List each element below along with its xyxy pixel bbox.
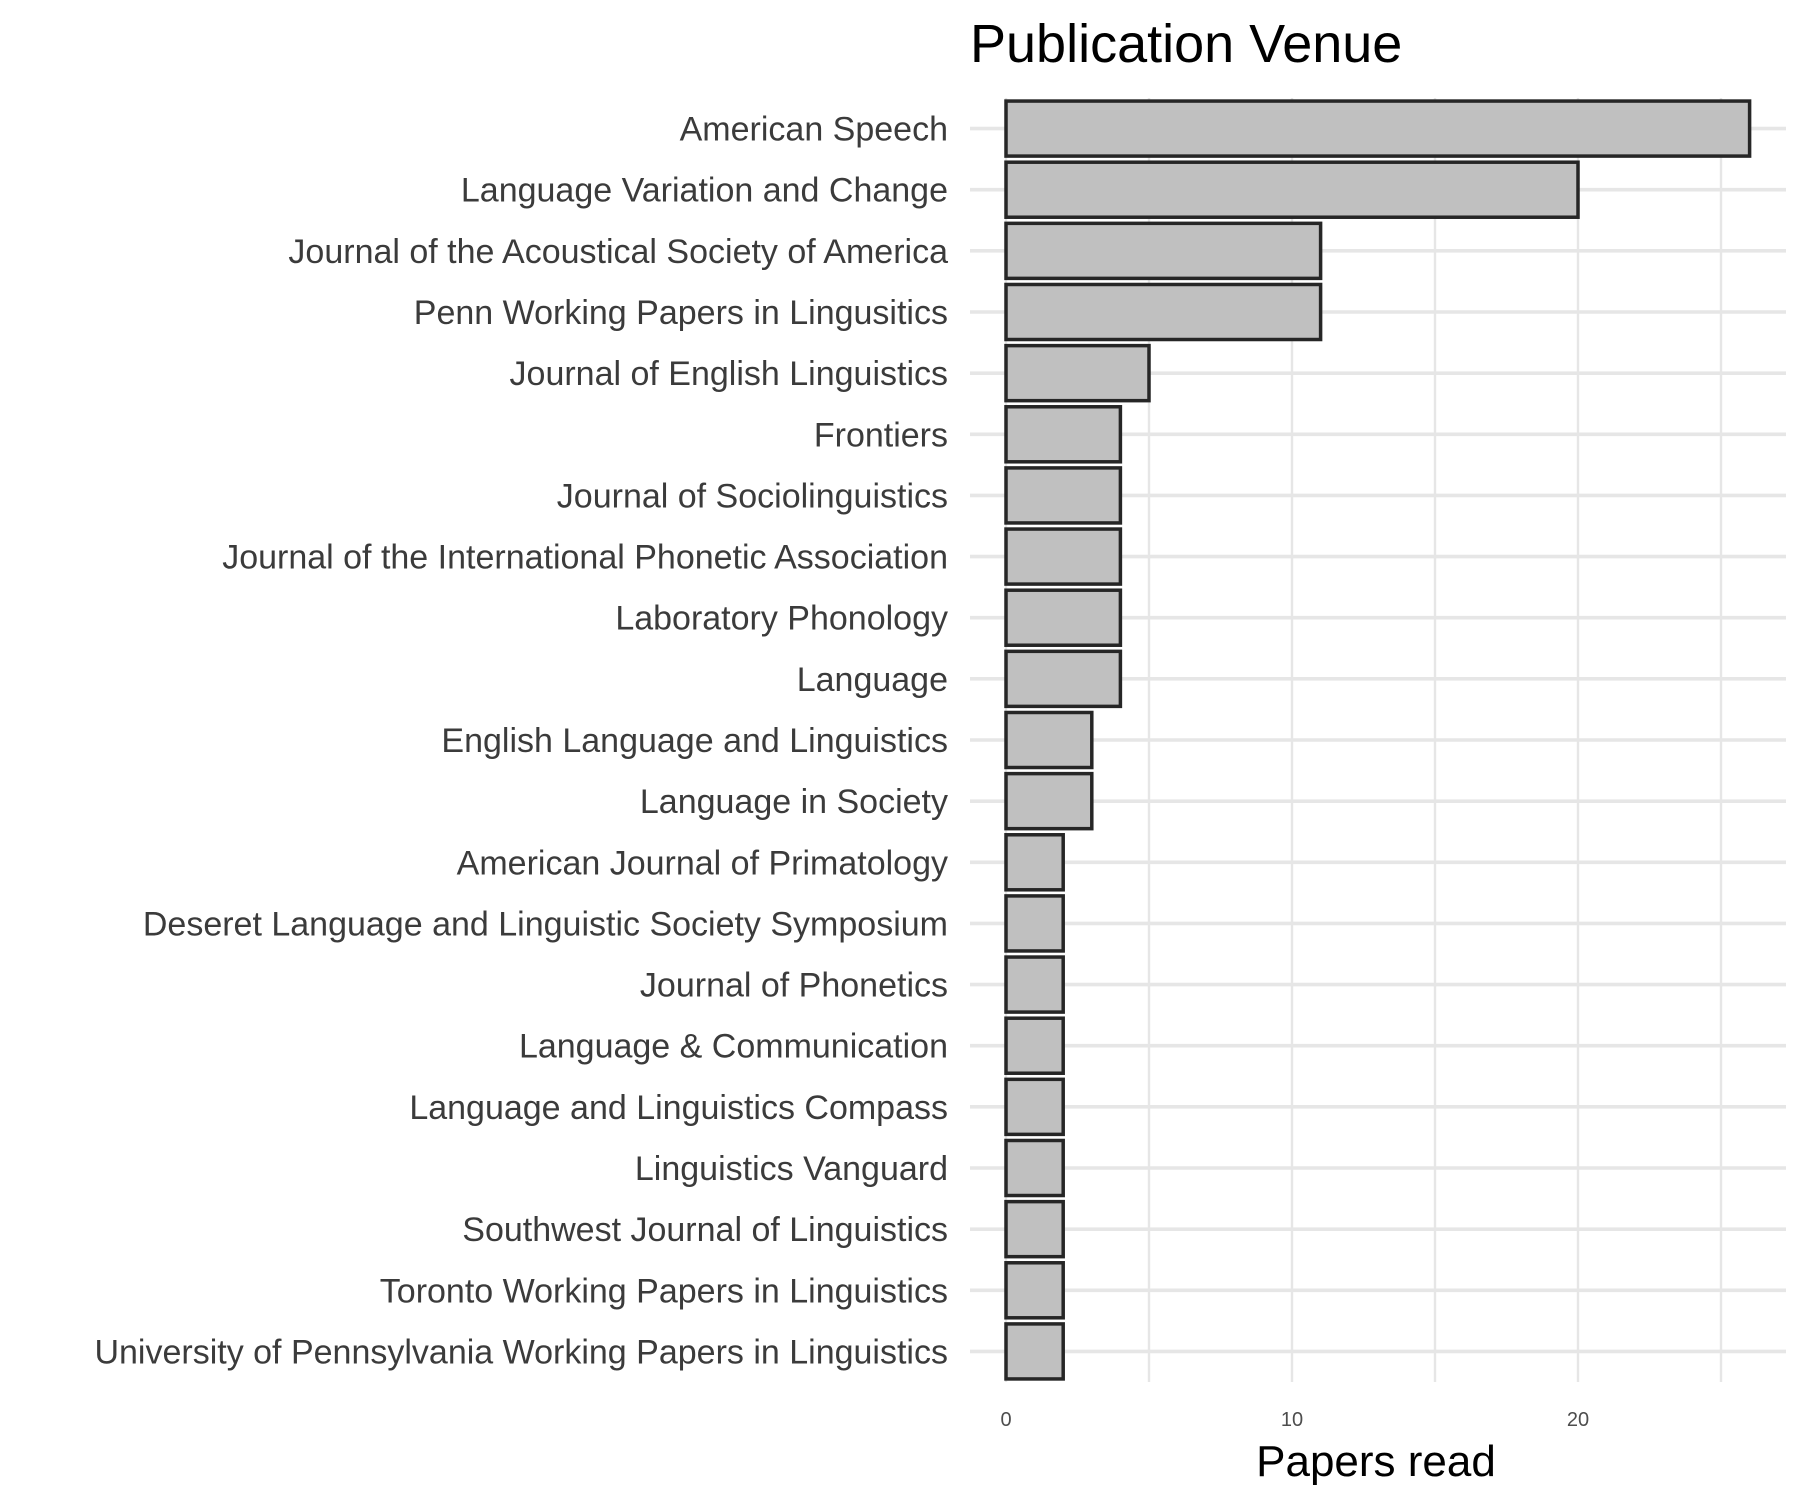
category-label: Linguistics Vanguard: [634, 1150, 948, 1188]
category-label: Journal of Sociolinguistics: [556, 477, 948, 516]
category-label: Language Variation and Change: [460, 171, 948, 210]
bar: [1006, 712, 1092, 767]
bar: [1006, 468, 1120, 523]
bar: [1006, 957, 1063, 1012]
category-label: Deseret Language and Linguistic Society Symposium: [142, 905, 948, 944]
category-label: Laboratory Phonology: [615, 599, 948, 638]
category-label: Journal of the International Phonetic Association: [222, 538, 948, 577]
category-label: Language and Linguistics Compass: [409, 1088, 948, 1127]
x-tick-label: 10: [1280, 1409, 1304, 1431]
category-label: Southwest Journal of Linguistics: [462, 1211, 948, 1250]
category-label: American Journal of Primatology: [456, 844, 948, 883]
category-label: Journal of the Acoustical Society of America: [288, 232, 948, 271]
category-labels: [94, 111, 948, 1372]
category-label: University of Pennsylvania Working Papers in Linguistics: [94, 1333, 948, 1372]
category-label: Frontiers: [813, 416, 948, 455]
category-label: Penn Working Papers in Lingusitics: [413, 294, 948, 332]
bar: [1006, 223, 1321, 278]
bar: [1006, 1263, 1063, 1318]
bar: [1006, 529, 1120, 584]
bar: [1006, 1079, 1063, 1134]
x-tick-label: 20: [1566, 1409, 1590, 1431]
category-label: Journal of Phonetics: [639, 966, 948, 1005]
x-tick-label: 0: [1000, 1409, 1012, 1431]
category-label: Language: [796, 660, 948, 699]
bar: [1006, 284, 1321, 339]
bar: [1006, 346, 1149, 401]
bar: [1006, 407, 1120, 462]
category-label: Journal of English Linguistics: [509, 355, 948, 394]
bar: [1006, 1018, 1063, 1073]
category-label: American Speech: [679, 110, 948, 149]
bar: [1006, 835, 1063, 890]
category-label: Toronto Working Papers in Linguistics: [379, 1272, 948, 1311]
x-tick-labels: [1000, 1409, 1589, 1431]
chart-title: Publication Venue: [970, 14, 1403, 74]
bar: [1006, 896, 1063, 951]
bar: [1006, 162, 1578, 217]
category-label: English Language and Linguistics: [441, 722, 948, 760]
bar: [1006, 1140, 1063, 1195]
bar: [1006, 1202, 1063, 1257]
bar: [1006, 590, 1120, 645]
bar: [1006, 1324, 1063, 1379]
category-label: Language & Communication: [518, 1027, 948, 1066]
bar: [1006, 651, 1120, 706]
bar: [1006, 774, 1092, 829]
category-label: Language in Society: [639, 783, 948, 822]
x-axis-title: Papers read: [1256, 1437, 1496, 1486]
bar: [1006, 101, 1750, 156]
